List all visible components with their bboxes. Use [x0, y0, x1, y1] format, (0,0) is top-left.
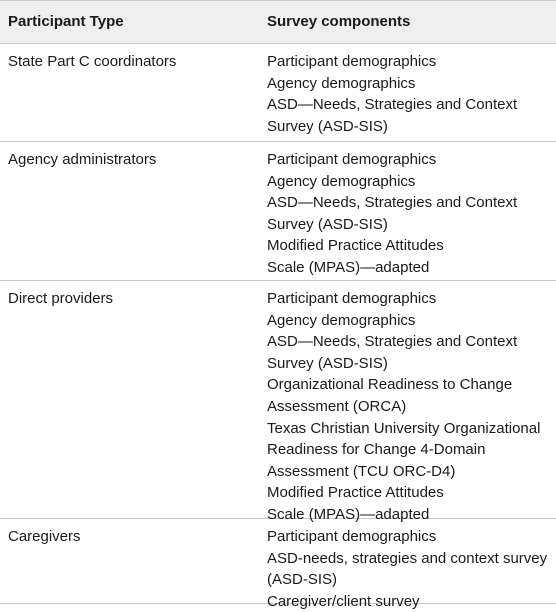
component-item: Assessment (TCU ORC-D4) — [267, 462, 456, 480]
survey-components-cell — [267, 288, 540, 526]
component-item: ASD—Needs, Strategies and Context — [267, 194, 518, 212]
table-row — [0, 142, 556, 281]
survey-components-cell — [267, 526, 547, 612]
component-item: Scale (MPAS)—adapted — [267, 258, 430, 276]
survey-components-cell — [267, 149, 517, 279]
participant-type-cell: Direct providers — [8, 290, 114, 307]
component-item: Caregiver/client survey — [267, 592, 420, 610]
component-item: Participant demographics — [267, 53, 437, 70]
component-item: Agency demographics — [267, 311, 416, 329]
component-item: Modified Practice Attitudes — [267, 237, 444, 255]
component-item: Survey (ASD-SIS) — [267, 354, 388, 372]
component-item: ASD-needs, strategies and context survey — [267, 549, 548, 567]
participant-type-cell: Agency administrators — [8, 151, 157, 168]
component-item: Texas Christian University Organizational — [267, 419, 541, 437]
component-item: Participant demographics — [267, 151, 437, 168]
component-item: Agency demographics — [267, 172, 416, 190]
component-item: Participant demographics — [267, 290, 437, 307]
table-header — [0, 0, 556, 44]
component-item: ASD—Needs, Strategies and Context — [267, 333, 518, 351]
component-item: Assessment (ORCA) — [267, 397, 407, 415]
table-row — [0, 519, 556, 610]
component-item: ASD—Needs, Strategies and Context — [267, 96, 518, 114]
survey-components-cell — [267, 51, 517, 137]
participant-type-cell: State Part C coordinators — [8, 53, 177, 70]
participant-type-cell: Caregivers — [8, 528, 81, 545]
table-row — [0, 281, 556, 523]
component-item: Survey (ASD-SIS) — [267, 117, 388, 135]
component-item: Scale (MPAS)—adapted — [267, 505, 430, 523]
component-item: Participant demographics — [267, 528, 437, 545]
header-participant-type: Participant Type — [8, 13, 124, 30]
component-item: Readiness for Change 4-Domain — [267, 441, 486, 459]
header-survey-components: Survey components — [267, 13, 411, 30]
component-item: Survey (ASD-SIS) — [267, 215, 388, 233]
table-row — [0, 44, 556, 142]
component-item: Modified Practice Attitudes — [267, 484, 444, 502]
component-item: (ASD-SIS) — [267, 571, 338, 589]
component-item: Organizational Readiness to Change — [267, 376, 513, 394]
component-item: Agency demographics — [267, 74, 416, 92]
